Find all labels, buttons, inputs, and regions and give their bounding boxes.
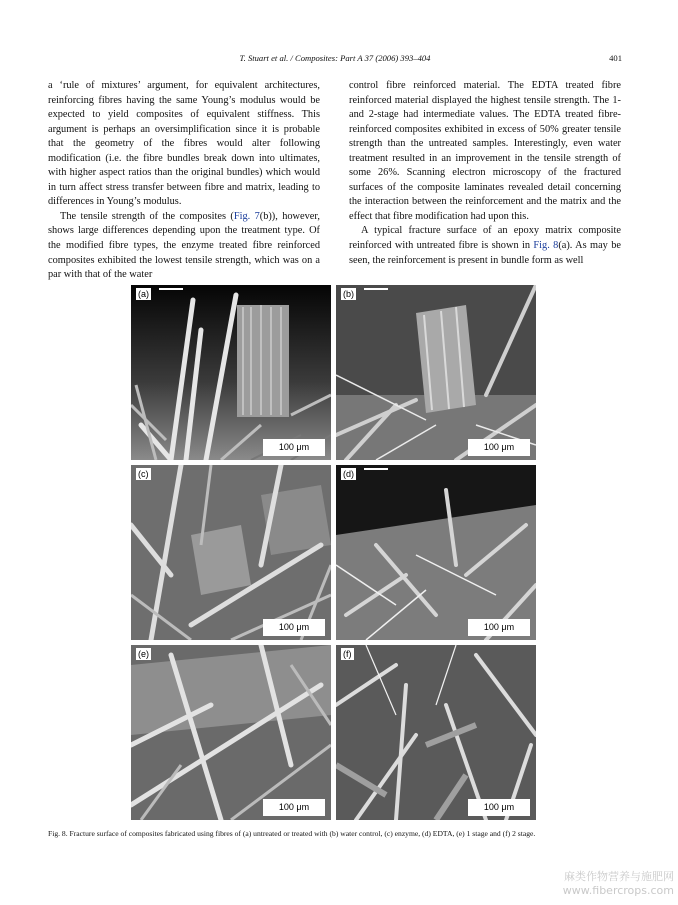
scale-bar-c: 100 μm [263, 619, 325, 636]
panel-label-f: (f) [343, 649, 352, 659]
scale-marker-a [159, 288, 183, 290]
sem-panel-e [131, 645, 331, 820]
running-title: T. Stuart et al. / Composites: Part A 37 (2006) 393–404 [239, 53, 431, 63]
panel-label-d: (d) [343, 469, 354, 479]
sem-panel-c [131, 465, 331, 640]
right-paragraph-2: A typical fracture surface of an epoxy matrix composite reinforced with untreated fibre is shown in Fig. 8(a). As may be seen, the reinforcement is present in bundle form as well [349, 225, 621, 266]
panel-label-a: (a) [138, 289, 149, 299]
watermark-line-1: 麻类作物营养与施肥网 [564, 870, 674, 883]
scale-marker-b [364, 288, 388, 290]
figure-8-link[interactable]: Fig. 8 [533, 240, 559, 252]
scale-bar-d: 100 μm [468, 619, 530, 636]
figure-8 [131, 285, 536, 820]
sem-panel-f [336, 645, 536, 820]
page-number: 401 [609, 53, 622, 63]
sem-panel-d [336, 465, 536, 640]
figure-caption: Fig. 8. Fracture surface of composites fabricated using fibres of (a) untreated or treated with (b) water control, (c) enzyme, (d) EDTA, (e) 1 stage and (f) 2 stage. [48, 829, 536, 838]
scale-bar-f: 100 μm [468, 799, 530, 816]
sem-panel-a [131, 285, 331, 460]
scale-bar-b: 100 μm [468, 439, 530, 456]
sem-image-d [336, 465, 536, 640]
watermark-line-2: www.fibercrops.com [562, 884, 674, 897]
sem-image-e [131, 645, 331, 820]
panel-label-c: (c) [138, 469, 149, 479]
scale-marker-d [364, 468, 388, 470]
left-paragraph-1: a ‘rule of mixtures’ argument, for equivalent architectures, reinforcing fibres having the same Young’s modulus would be expected to yield composites of equivalent stiffness. This argument is perhaps an oversimplification since it is probable that the geometry of the fibres would alter following modification (i.e. the fibre bundles break down into ultimates, with higher aspect ratios than the original bundles) which would in turn affect stress transfer between fibre and matrix, leading to differences in Young’s modulus. [48, 80, 320, 208]
watermark [563, 870, 674, 898]
sem-image-f [336, 645, 536, 820]
sem-image-c [131, 465, 331, 640]
right-column [349, 79, 621, 268]
panel-label-b: (b) [343, 289, 354, 299]
scale-bar-e: 100 μm [263, 799, 325, 816]
left-paragraph-2: The tensile strength of the composites (Fig. 7(b)), however, shows large differences depending upon the treatment type. Of the modified fibre types, the enzyme treated fibre reinforced composites exhibited the lowest tensile strength, which was on a par with that of the water [48, 210, 320, 281]
figure-7-link[interactable]: Fig. 7 [233, 210, 260, 222]
scale-bar-a: 100 μm [263, 439, 325, 456]
running-header [48, 53, 622, 67]
left-column [48, 79, 320, 283]
right-paragraph-1: control fibre reinforced material. The EDTA treated fibre reinforced material displayed the highest tensile strength. The 1- and 2-stage had intermediate values. The EDTA treated fibre-reinforced composites exhibited in excess of 50% greater tensile strength than the untreated samples. Interestingly, even water treatment resulted in an improvement in the tensile strength of some 26%. Scanning electron microscopy of the fractured surfaces of the composite laminates revealed detail concerning the interaction between the reinforcement and the matrix and the effect that fibre modification had upon this. [349, 80, 621, 222]
sem-image-b [336, 285, 536, 460]
sem-panel-b [336, 285, 536, 460]
panel-label-e: (e) [138, 649, 149, 659]
sem-image-a [131, 285, 331, 460]
